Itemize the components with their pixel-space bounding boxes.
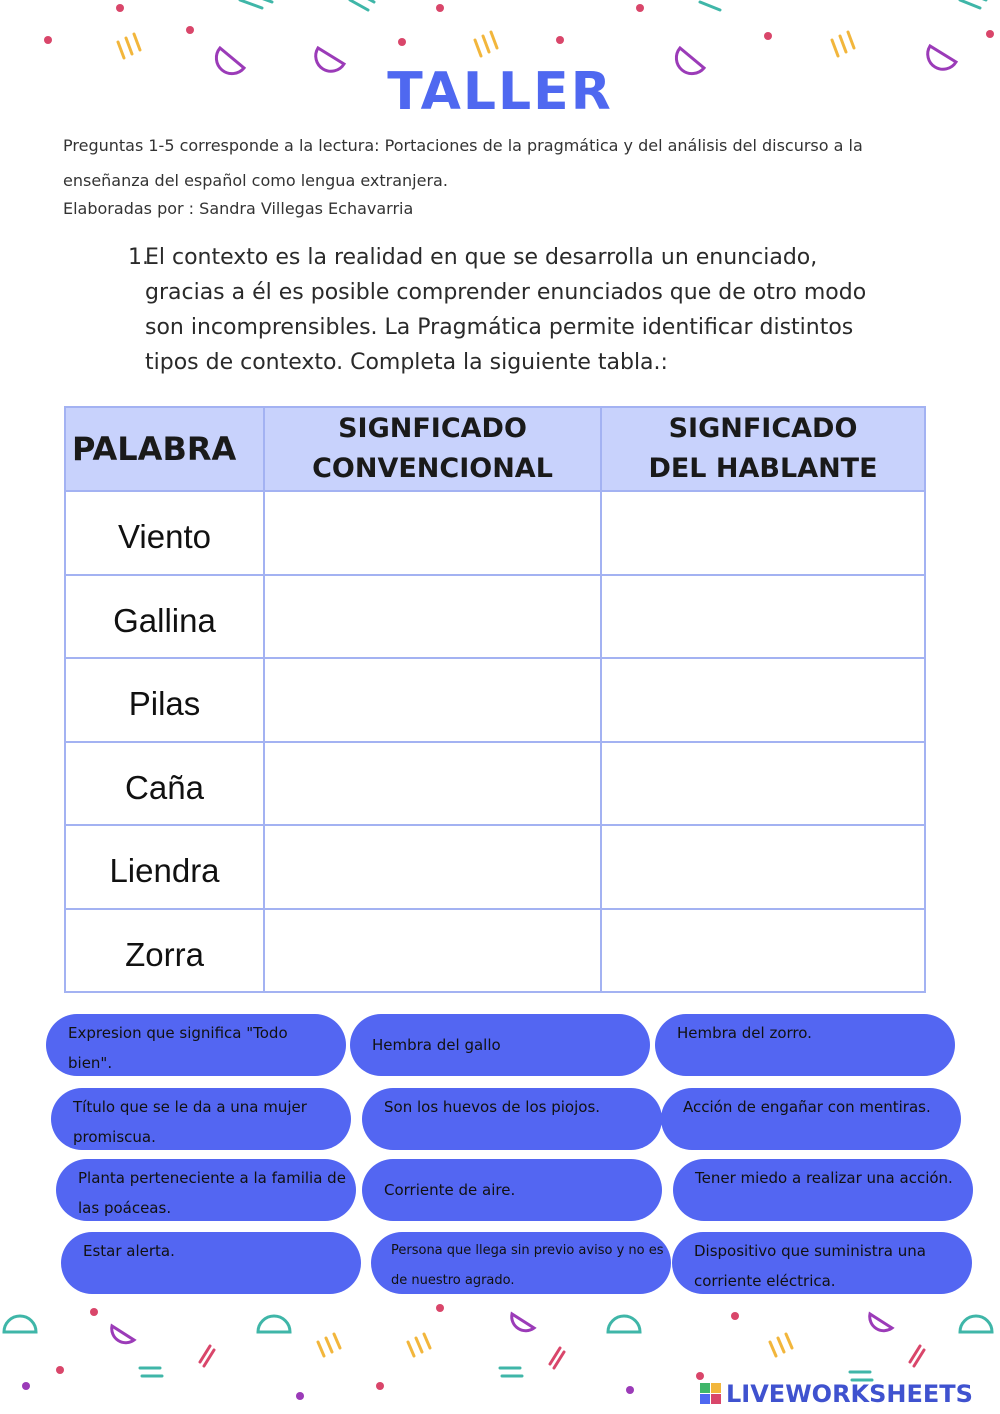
answer-chip[interactable]: Hembra del zorro. [655, 1014, 955, 1076]
conventional-answer-slot[interactable] [264, 742, 601, 826]
answer-chip[interactable]: Hembra del gallo [350, 1014, 650, 1076]
page-title: TALLER [387, 62, 613, 122]
answer-chip[interactable]: Tener miedo a realizar una acción. [673, 1159, 973, 1221]
speaker-answer-slot[interactable] [601, 491, 925, 575]
speaker-answer-slot[interactable] [601, 575, 925, 659]
logo-mark-icon [700, 1383, 722, 1405]
intro-text: Preguntas 1-5 corresponde a la lectura: Portaciones de la pragmática y del análisis del discurso a la enseñanza del español como lengua extranjera. [63, 136, 863, 190]
table-row [65, 491, 925, 575]
liveworksheets-logo [700, 1378, 973, 1410]
speaker-answer-slot[interactable] [601, 909, 925, 993]
header-speaker-line2: DEL HABLANTE [648, 453, 878, 484]
question-1 [128, 240, 888, 380]
answer-chip[interactable]: Estar alerta. [61, 1232, 361, 1294]
speaker-answer-slot[interactable] [601, 742, 925, 826]
conventional-answer-slot[interactable] [264, 575, 601, 659]
brand-name: LIVEWORKSHEETS [726, 1380, 973, 1408]
header-conventional [264, 407, 601, 491]
table-row [65, 909, 925, 993]
conventional-answer-slot[interactable] [264, 825, 601, 909]
meanings-table [64, 406, 926, 993]
answer-chip[interactable]: Planta perteneciente a la familia de las poáceas. [56, 1159, 356, 1221]
conventional-answer-slot[interactable] [264, 491, 601, 575]
speaker-answer-slot[interactable] [601, 658, 925, 742]
conventional-answer-slot[interactable] [264, 909, 601, 993]
word-cell: Pilas [65, 658, 264, 742]
table-header-row [65, 407, 925, 491]
word-cell: Zorra [65, 909, 264, 993]
header-conventional-line1: SIGNFICADO [338, 413, 527, 444]
answer-chip[interactable]: Título que se le da a una mujer promiscua. [51, 1088, 351, 1150]
header-speaker [601, 407, 925, 491]
table-row [65, 575, 925, 659]
conventional-answer-slot[interactable] [264, 658, 601, 742]
word-cell: Liendra [65, 825, 264, 909]
answer-chip[interactable]: Dispositivo que suministra una corriente eléctrica. [672, 1232, 972, 1294]
word-cell: Gallina [65, 575, 264, 659]
answer-chip[interactable]: Persona que llega sin previo aviso y no es de nuestro agrado. [371, 1232, 671, 1294]
answer-chip[interactable]: Corriente de aire. [362, 1159, 662, 1221]
question-number: 1. [128, 245, 149, 270]
question-text: El contexto es la realidad en que se desarrolla un enunciado, gracias a él es posible comprender enunciados que de otro modo son incomprensibles. La Pragmática permite identificar distintos tipos de contexto. Completa la siguiente tabla.: [145, 245, 867, 375]
table-row [65, 658, 925, 742]
speaker-answer-slot[interactable] [601, 825, 925, 909]
answer-chip[interactable]: Acción de engañar con mentiras. [661, 1088, 961, 1150]
table-row [65, 825, 925, 909]
header-speaker-line1: SIGNFICADO [668, 413, 858, 444]
word-cell: Caña [65, 742, 264, 826]
table-row [65, 742, 925, 826]
answer-chip[interactable]: Son los huevos de los piojos. [362, 1088, 662, 1150]
header-word: PALABRA [65, 407, 264, 491]
answer-chip[interactable]: Expresion que significa "Todo bien". [46, 1014, 346, 1076]
header-conventional-line2: CONVENCIONAL [312, 453, 553, 484]
author-line: Elaboradas por : Sandra Villegas Echavarria [63, 199, 414, 218]
word-cell: Viento [65, 491, 264, 575]
